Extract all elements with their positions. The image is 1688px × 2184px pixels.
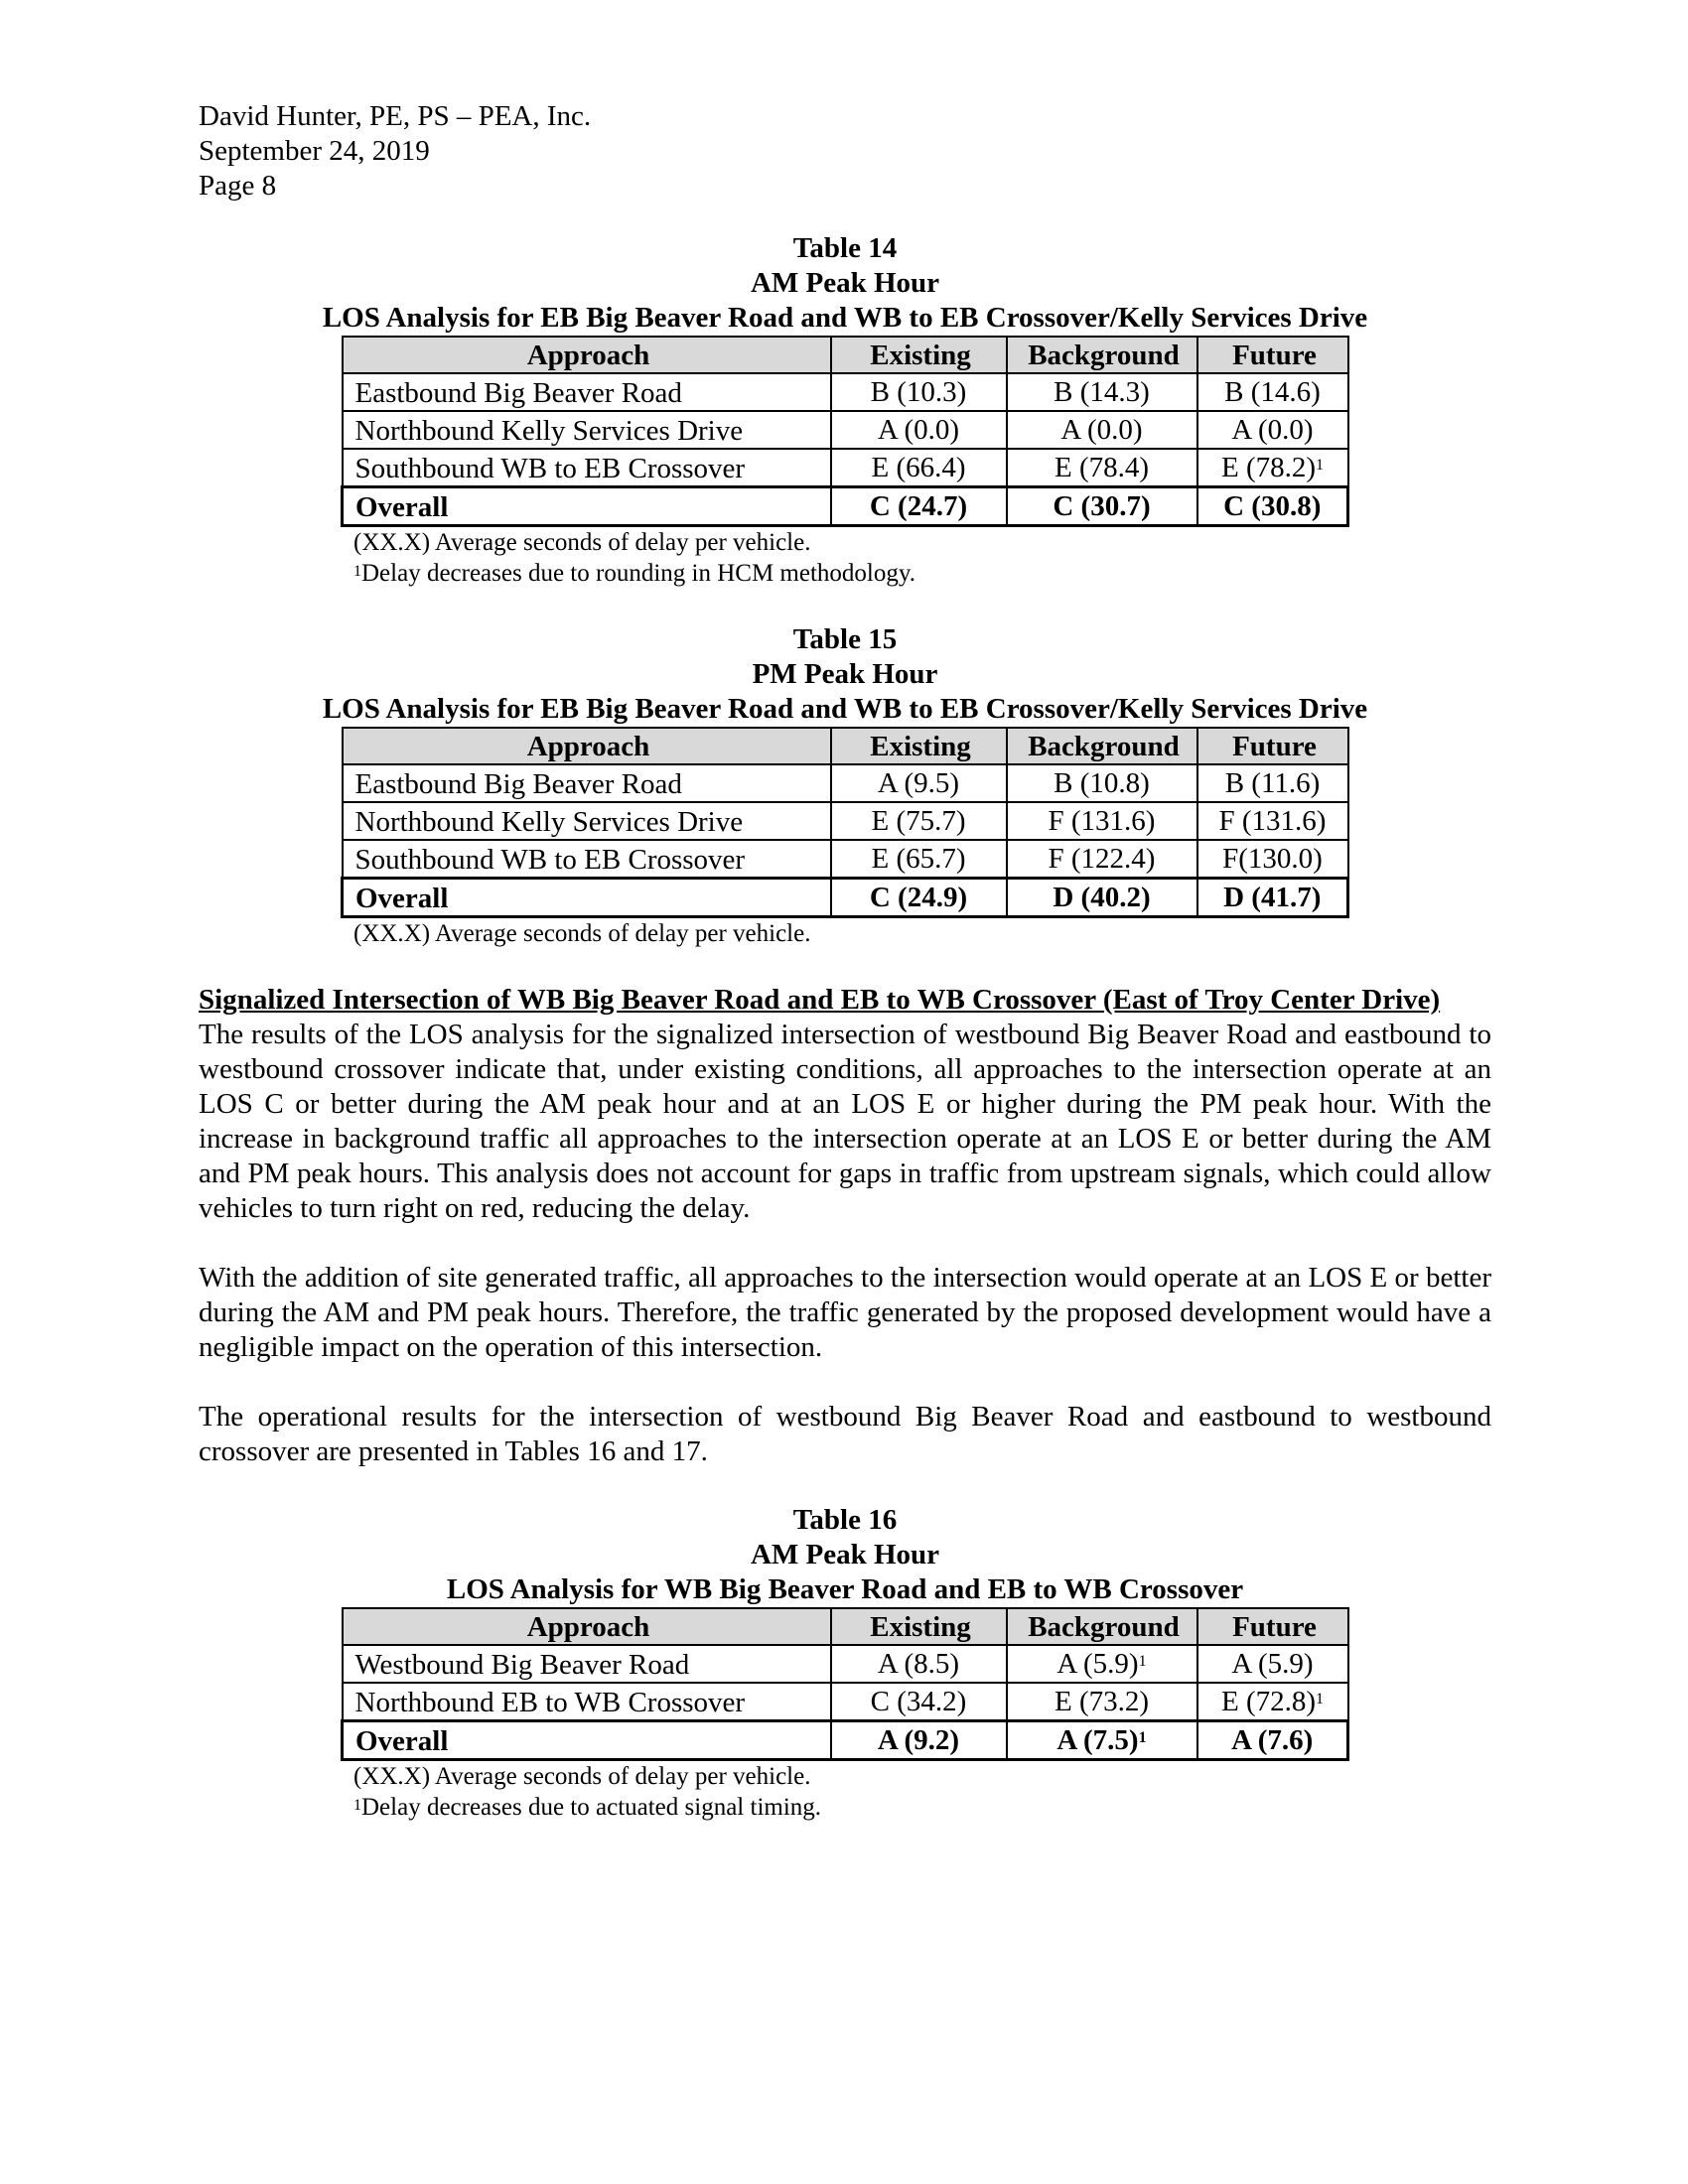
header-author: David Hunter, PE, PS – PEA, Inc. bbox=[199, 100, 592, 132]
col-future: Future bbox=[1197, 1608, 1348, 1645]
table-row bbox=[343, 411, 1348, 449]
cell-future: C (30.8) bbox=[1197, 487, 1348, 526]
cell-background bbox=[1007, 1645, 1197, 1683]
table16-note-footnote bbox=[353, 1792, 1346, 1823]
table14-note-footnote bbox=[353, 558, 1346, 589]
letter-header bbox=[199, 99, 1491, 204]
cell-existing: C (24.9) bbox=[831, 879, 1007, 917]
table-row bbox=[343, 1645, 1348, 1683]
cell-existing: C (34.2) bbox=[831, 1683, 1007, 1721]
cell-approach: Southbound WB to EB Crossover bbox=[343, 449, 831, 487]
col-existing: Existing bbox=[831, 337, 1007, 373]
table-header-row bbox=[343, 728, 1348, 764]
header-date: September 24, 2019 bbox=[199, 135, 430, 167]
cell-background bbox=[1007, 1721, 1197, 1760]
cell-approach: Westbound Big Beaver Road bbox=[343, 1645, 831, 1683]
cell-future: F(130.0) bbox=[1197, 840, 1348, 879]
cell-background: A (0.0) bbox=[1007, 411, 1197, 449]
cell-approach: Northbound Kelly Services Drive bbox=[343, 411, 831, 449]
cell-background: D (40.2) bbox=[1007, 879, 1197, 917]
footnote-marker: 1 bbox=[1316, 1691, 1325, 1707]
col-approach: Approach bbox=[343, 337, 831, 373]
cell-future: B (14.6) bbox=[1197, 373, 1348, 411]
cell-background: C (30.7) bbox=[1007, 487, 1197, 526]
footnote-marker: 1 bbox=[1316, 457, 1325, 474]
cell-background: E (73.2) bbox=[1007, 1683, 1197, 1721]
paragraph-operational-results: The operational results for the intersection of westbound Big Beaver Road and eastbound to westbound crossover are presented in Tables 16 and 17. bbox=[199, 1401, 1491, 1467]
table16-note-delay: (XX.X) Average seconds of delay per vehicle. bbox=[353, 1763, 811, 1790]
cell-future-value: E (72.8) bbox=[1220, 1686, 1317, 1717]
col-approach: Approach bbox=[343, 1608, 831, 1645]
cell-approach: Overall bbox=[343, 487, 831, 526]
table14-title: LOS Analysis for EB Big Beaver Road and WB to EB Crossover/Kelly Services Drive bbox=[322, 302, 1368, 334]
footnote-text: Delay decreases due to actuated signal timing. bbox=[361, 1794, 822, 1821]
cell-future: A (7.6) bbox=[1197, 1721, 1348, 1760]
col-background: Background bbox=[1007, 337, 1197, 373]
table-row-overall bbox=[343, 879, 1348, 917]
footnote-marker: 1 bbox=[1138, 1653, 1147, 1670]
cell-future-value: E (78.2) bbox=[1220, 452, 1317, 483]
table14-note-delay: (XX.X) Average seconds of delay per vehicle. bbox=[353, 529, 811, 556]
footnote-marker: 1 bbox=[1138, 1729, 1147, 1746]
col-existing: Existing bbox=[831, 1608, 1007, 1645]
table15-note-delay: (XX.X) Average seconds of delay per vehicle. bbox=[353, 920, 811, 947]
table16-title: LOS Analysis for WB Big Beaver Road and EB to WB Crossover bbox=[446, 1573, 1244, 1605]
table-header-row bbox=[343, 1608, 1348, 1645]
table-row-overall bbox=[343, 1721, 1348, 1760]
cell-future: F (131.6) bbox=[1197, 802, 1348, 840]
cell-existing: B (10.3) bbox=[831, 373, 1007, 411]
cell-future: D (41.7) bbox=[1197, 879, 1348, 917]
table16-notes bbox=[344, 1761, 1346, 1823]
table-row bbox=[343, 802, 1348, 840]
table14-number: Table 14 bbox=[792, 232, 898, 264]
cell-existing: A (8.5) bbox=[831, 1645, 1007, 1683]
cell-background-value: A (7.5) bbox=[1056, 1724, 1139, 1756]
col-background: Background bbox=[1007, 728, 1197, 764]
cell-future: A (0.0) bbox=[1197, 411, 1348, 449]
table15-number: Table 15 bbox=[792, 623, 898, 655]
footnote-marker: 1 bbox=[353, 563, 361, 580]
cell-approach: Overall bbox=[343, 879, 831, 917]
table15-period: PM Peak Hour bbox=[752, 658, 938, 690]
table15-notes bbox=[344, 918, 1346, 949]
table-row bbox=[343, 1683, 1348, 1721]
table15-caption bbox=[199, 622, 1491, 727]
table15-title: LOS Analysis for EB Big Beaver Road and WB to EB Crossover/Kelly Services Drive bbox=[322, 693, 1368, 725]
cell-existing: A (9.5) bbox=[831, 764, 1007, 802]
col-approach: Approach bbox=[343, 728, 831, 764]
table15 bbox=[341, 727, 1349, 918]
cell-background: F (131.6) bbox=[1007, 802, 1197, 840]
col-future: Future bbox=[1197, 337, 1348, 373]
table14-caption bbox=[199, 231, 1491, 336]
cell-existing: C (24.7) bbox=[831, 487, 1007, 526]
table16-caption bbox=[199, 1503, 1491, 1607]
cell-approach: Southbound WB to EB Crossover bbox=[343, 840, 831, 879]
cell-future: A (5.9) bbox=[1197, 1645, 1348, 1683]
cell-approach: Overall bbox=[343, 1721, 831, 1760]
table-row bbox=[343, 764, 1348, 802]
cell-background: E (78.4) bbox=[1007, 449, 1197, 487]
cell-approach: Northbound Kelly Services Drive bbox=[343, 802, 831, 840]
table16-number: Table 16 bbox=[792, 1504, 898, 1536]
col-future: Future bbox=[1197, 728, 1348, 764]
header-page-number: Page 8 bbox=[199, 170, 277, 202]
cell-background: B (14.3) bbox=[1007, 373, 1197, 411]
cell-existing: A (9.2) bbox=[831, 1721, 1007, 1760]
footnote-marker: 1 bbox=[353, 1797, 361, 1814]
table-row-overall bbox=[343, 487, 1348, 526]
cell-background: B (10.8) bbox=[1007, 764, 1197, 802]
col-existing: Existing bbox=[831, 728, 1007, 764]
table-row bbox=[343, 840, 1348, 879]
paragraph-results: The results of the LOS analysis for the signalized intersection of westbound Big Beaver Road and eastbound to westbound crossover indicate that, under existing conditions, all approaches to the intersection operate at an LOS C or better during the AM peak hour and at an LOS E or higher during the PM peak hour. With the increase in background traffic all approaches to the intersection operate at an LOS E or better during the AM and PM peak hours. This analysis does not account for gaps in traffic from upstream signals, which could allow vehicles to turn right on red, reducing the delay. bbox=[199, 1019, 1491, 1224]
footnote-text: Delay decreases due to rounding in HCM methodology. bbox=[361, 560, 915, 587]
cell-existing: E (66.4) bbox=[831, 449, 1007, 487]
paragraph-site-traffic: With the addition of site generated traffic, all approaches to the intersection would operate at an LOS E or better during the AM and PM peak hours. Therefore, the traffic generated by the proposed development would have a negligible impact on the operation of this intersection. bbox=[199, 1262, 1491, 1363]
cell-approach: Eastbound Big Beaver Road bbox=[343, 764, 831, 802]
cell-future bbox=[1197, 449, 1348, 487]
table-row bbox=[343, 373, 1348, 411]
table-row bbox=[343, 449, 1348, 487]
document-page bbox=[199, 99, 1491, 1823]
table14-period: AM Peak Hour bbox=[750, 267, 940, 299]
table14 bbox=[341, 336, 1349, 527]
cell-existing: A (0.0) bbox=[831, 411, 1007, 449]
cell-future bbox=[1197, 1683, 1348, 1721]
table16-period: AM Peak Hour bbox=[750, 1539, 940, 1570]
cell-existing: E (65.7) bbox=[831, 840, 1007, 879]
table-header-row bbox=[343, 337, 1348, 373]
cell-background-value: A (5.9) bbox=[1056, 1648, 1139, 1680]
table16 bbox=[341, 1607, 1349, 1761]
cell-existing: E (75.7) bbox=[831, 802, 1007, 840]
section-heading: Signalized Intersection of WB Big Beaver Road and EB to WB Crossover (East of Troy Center Drive) bbox=[199, 984, 1441, 1016]
cell-future: B (11.6) bbox=[1197, 764, 1348, 802]
col-background: Background bbox=[1007, 1608, 1197, 1645]
cell-background: F (122.4) bbox=[1007, 840, 1197, 879]
table14-notes bbox=[344, 527, 1346, 589]
cell-approach: Northbound EB to WB Crossover bbox=[343, 1683, 831, 1721]
cell-approach: Eastbound Big Beaver Road bbox=[343, 373, 831, 411]
